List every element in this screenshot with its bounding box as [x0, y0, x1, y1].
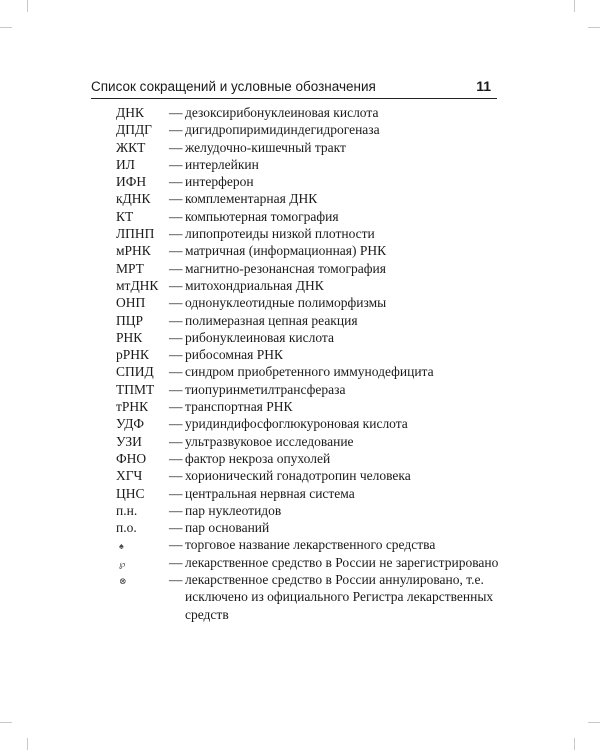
dash-separator: —	[169, 174, 183, 190]
crop-mark-top-left	[27, 0, 28, 12]
abbreviation-row	[116, 329, 506, 346]
abbreviation-row	[116, 485, 506, 502]
definition: лекарственное средство в России не зарегистрировано	[185, 554, 499, 570]
dash-separator: —	[169, 485, 183, 501]
abbreviation-row	[116, 398, 506, 415]
symbol-cell	[116, 554, 169, 571]
abbreviation: п.о.	[116, 520, 137, 536]
not-registered-symbol-icon: ℘	[119, 558, 126, 569]
dash-separator: —	[169, 364, 183, 380]
abbreviation-row	[116, 519, 506, 536]
definition: уридиндифосфоглюкуроновая кислота	[185, 416, 408, 432]
crop-mark-left-top	[0, 27, 12, 28]
header-title: Список сокращений и условные обозначения	[91, 79, 376, 94]
dash-separator: —	[169, 399, 183, 415]
dash-separator: —	[169, 381, 183, 397]
abbreviation-row	[116, 190, 506, 207]
abbreviation: СПИД	[116, 364, 154, 380]
definition-continuation: средств	[185, 606, 229, 622]
definition: однонуклеотидные полиморфизмы	[185, 295, 387, 311]
dash-separator: —	[169, 156, 183, 172]
dash-separator: —	[169, 554, 183, 570]
abbreviation-row	[116, 260, 506, 277]
abbreviation: ФНО	[116, 450, 147, 466]
definition: дезоксирибонуклеиновая кислота	[185, 105, 379, 120]
dash-separator: —	[169, 277, 183, 293]
definition: пар оснований	[185, 520, 270, 536]
definition: ультразвуковое исследование	[185, 433, 354, 449]
abbreviation: ЦНС	[116, 485, 145, 501]
abbreviation-row	[116, 467, 506, 484]
symbol-row	[116, 536, 506, 553]
definition: хорионический гонадотропин человека	[185, 468, 411, 484]
dash-separator: —	[169, 433, 183, 449]
crop-mark-bottom-right	[574, 738, 575, 750]
page-number: 11	[476, 78, 491, 94]
crop-mark-right-top	[588, 27, 600, 28]
abbreviation-row	[116, 312, 506, 329]
dash-separator: —	[169, 226, 183, 242]
definition: дигидропиримидиндегидрогеназа	[185, 122, 380, 138]
abbreviation-row	[116, 294, 506, 311]
abbreviation-row	[116, 415, 506, 432]
definition: транспортная РНК	[185, 399, 293, 415]
crop-mark-bottom-left	[27, 738, 28, 750]
dash-separator: —	[169, 450, 183, 466]
definition: торговое название лекарственного средства	[185, 537, 436, 553]
definition: пар нуклеотидов	[185, 502, 282, 518]
definition: митохондриальная ДНК	[185, 277, 324, 293]
dash-separator: —	[169, 416, 183, 432]
abbreviation-row	[116, 121, 506, 138]
abbreviation: УЗИ	[116, 433, 142, 449]
abbreviation: ИЛ	[116, 156, 135, 172]
abbreviation: рРНК	[116, 347, 150, 363]
dash-separator: —	[169, 191, 183, 207]
dash-separator: —	[169, 502, 183, 518]
symbol-row	[116, 571, 506, 588]
dash-separator: —	[169, 295, 183, 311]
abbreviation-row	[116, 502, 506, 519]
definition: центральная нервная система	[185, 485, 355, 501]
dash-separator: —	[169, 347, 183, 363]
abbreviation: МРТ	[116, 260, 144, 276]
abbreviation-row	[116, 156, 506, 173]
symbol-row	[116, 554, 506, 571]
definition: комплементарная ДНК	[185, 191, 318, 207]
definition: интерферон	[185, 174, 254, 190]
abbreviation-row	[116, 346, 506, 363]
abbreviation: мРНК	[116, 243, 151, 259]
abbreviation-row	[116, 381, 506, 398]
abbreviation: КТ	[116, 208, 134, 224]
definition: фактор некроза опухолей	[185, 450, 331, 466]
abbreviation: ЛПНП	[116, 226, 155, 242]
abbreviation: мтДНК	[116, 277, 159, 293]
running-header	[91, 78, 497, 99]
abbreviation-row	[116, 208, 506, 225]
definition: тиопуринметилтрансфераза	[185, 381, 346, 397]
abbreviation: ХГЧ	[116, 468, 143, 484]
abbreviation: ТПМТ	[116, 381, 155, 397]
abbreviation-row	[116, 363, 506, 380]
definition: рибонуклеиновая кислота	[185, 329, 334, 345]
abbreviation-row	[116, 242, 506, 259]
trademark-symbol-icon: ♠	[119, 541, 124, 552]
dash-separator: —	[169, 537, 183, 553]
abbreviation: ЖКТ	[116, 139, 146, 155]
dash-separator: —	[169, 105, 183, 120]
crop-mark-right-bottom	[588, 722, 600, 723]
definition: компьютерная томография	[185, 208, 339, 224]
definition: липопротеиды низкой плотности	[185, 226, 375, 242]
dash-separator: —	[169, 243, 183, 259]
dash-separator: —	[169, 572, 183, 588]
definition: рибосомная РНК	[185, 347, 284, 363]
dash-separator: —	[169, 520, 183, 536]
definition: матричная (информационная) РНК	[185, 243, 387, 259]
definition-continuation: исключено из официального Регистра лекарственных	[185, 589, 494, 605]
definition: желудочно-кишечный тракт	[185, 139, 346, 155]
dash-separator: —	[169, 260, 183, 276]
annulled-symbol-icon: ⊗	[119, 576, 127, 587]
abbreviation: ИФН	[116, 174, 147, 190]
definition: лекарственное средство в России аннулировано, т.е.	[185, 572, 484, 588]
crop-mark-left-bottom	[0, 722, 12, 723]
abbreviation: ПЦР	[116, 312, 144, 328]
abbreviation-row	[116, 139, 506, 156]
abbreviation-list	[116, 104, 506, 623]
dash-separator: —	[169, 208, 183, 224]
abbreviation-row	[116, 433, 506, 450]
definition: магнитно-резонансная томография	[185, 260, 386, 276]
abbreviation: кДНК	[116, 191, 151, 207]
abbreviation: ДНК	[116, 105, 144, 120]
dash-separator: —	[169, 468, 183, 484]
crop-mark-top-right	[574, 0, 575, 12]
abbreviation: ДПДГ	[116, 122, 152, 138]
symbol-cell	[116, 536, 169, 553]
definition: синдром приобретенного иммунодефицита	[185, 364, 434, 380]
dash-separator: —	[169, 312, 183, 328]
abbreviation-row	[116, 225, 506, 242]
abbreviation-row	[116, 277, 506, 294]
dash-separator: —	[169, 329, 183, 345]
definition: интерлейкин	[185, 156, 259, 172]
abbreviation: тРНК	[116, 399, 149, 415]
abbreviation: п.н.	[116, 502, 138, 518]
dash-separator: —	[169, 139, 183, 155]
abbreviation-row	[116, 104, 506, 121]
abbreviation: РНК	[116, 329, 143, 345]
dash-separator: —	[169, 122, 183, 138]
abbreviation-row	[116, 173, 506, 190]
definition: полимеразная цепная реакция	[185, 312, 358, 328]
abbreviation-row	[116, 450, 506, 467]
symbol-cell	[116, 571, 169, 588]
abbreviation: УДФ	[116, 416, 145, 432]
abbreviation: ОНП	[116, 295, 146, 311]
